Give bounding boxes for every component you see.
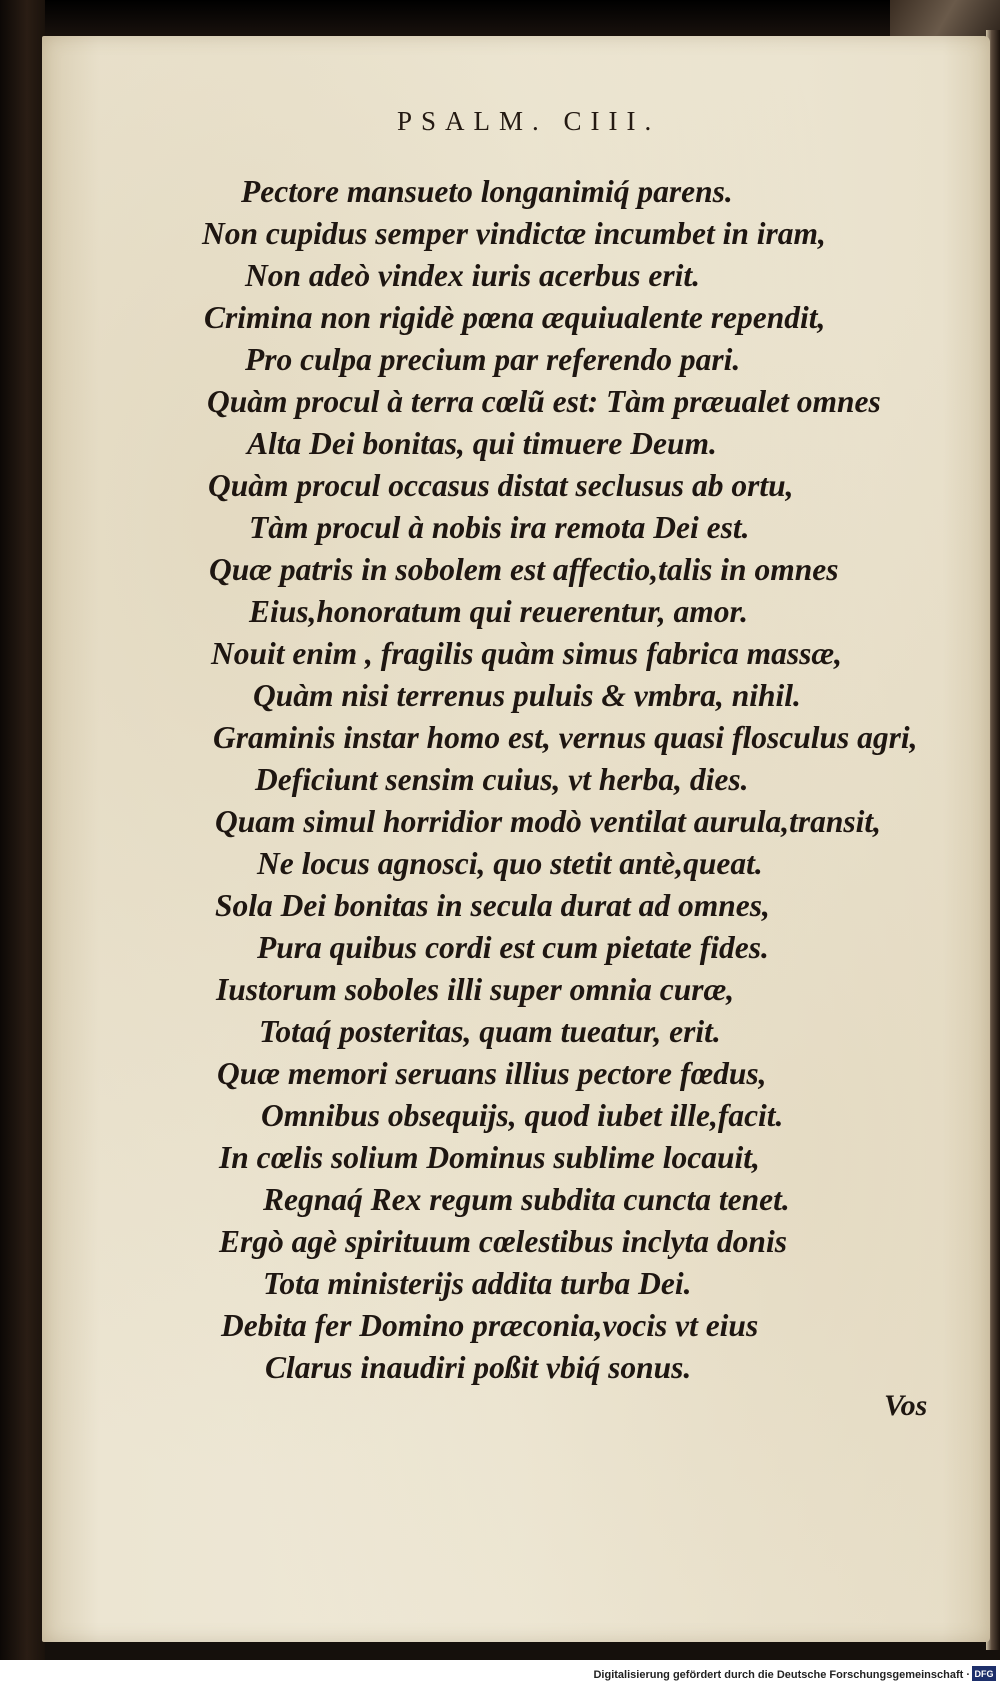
verse-line: Ne locus agnosci, quo stetit antè,queat. [257, 846, 763, 881]
verse-line: Graminis instar homo est, vernus quasi flosculus agri, [213, 720, 918, 755]
verse-line: Regnaq́ Rex regum subdita cuncta tenet. [263, 1182, 790, 1217]
verse-line: Debita fer Domino præconia,vocis vt eius [221, 1308, 759, 1343]
verse-line: Tota ministerijs addita turba Dei. [263, 1266, 692, 1301]
dfg-logo: DFG [972, 1666, 996, 1681]
verse-line: Sola Dei bonitas in secula durat ad omnes, [215, 888, 770, 923]
verse-line: Quàm procul à terra cœlũ est: Tàm præualet omnes [207, 384, 881, 419]
verse-line: Quàm nisi terrenus puluis & vmbra, nihil. [253, 678, 801, 713]
verse-line: Pro culpa precium par referendo pari. [245, 342, 741, 377]
verse-line: Alta Dei bonitas, qui timuere Deum. [247, 426, 717, 461]
verse-line: Tàm procul à nobis ira remota Dei est. [249, 510, 750, 545]
verse-line: Omnibus obsequijs, quod iubet ille,facit. [261, 1098, 784, 1133]
verse-line: Quæ memori seruans illius pectore fœdus, [217, 1056, 767, 1091]
verse-line: Quàm procul occasus distat seclusus ab ortu, [208, 468, 794, 503]
page-text-block [42, 36, 990, 1642]
verse-line: Pectore mansueto longanimiq́ parens. [241, 174, 733, 209]
verse-line: Quæ patris in sobolem est affectio,talis in omnes [209, 552, 839, 587]
verse-line: Deficiunt sensim cuius, vt herba, dies. [255, 762, 749, 797]
verse-line: Clarus inaudiri poßit vbiq́ sonus. [265, 1350, 692, 1385]
book-spine [0, 0, 45, 1660]
running-head: PSALM. CIII. [397, 106, 661, 136]
book-top-edge [0, 0, 1000, 40]
verse-line: In cœlis solium Dominus sublime locauit, [219, 1140, 760, 1175]
book-page [42, 36, 990, 1642]
verse-line: Crimina non rigidè pœna æquiualente rependit, [204, 300, 826, 335]
verse-line: Pura quibus cordi est cum pietate fides. [257, 930, 769, 965]
book-cover-corner [890, 0, 1000, 38]
verse-line: Ergò agè spirituum cœlestibus inclyta donis [219, 1224, 787, 1259]
verse-line: Eius,honoratum qui reuerentur, amor. [249, 594, 748, 629]
verse-line: Non adeò vindex iuris acerbus erit. [245, 258, 701, 293]
verse-line: Totaq́ posteritas, quam tueatur, erit. [259, 1014, 721, 1049]
verse-line: Non cupidus semper vindictæ incumbet in iram, [202, 216, 826, 251]
catchword: Vos [884, 1389, 928, 1422]
funding-credit: Digitalisierung gefördert durch die Deutsche Forschungsgemeinschaft · [593, 1669, 970, 1681]
verse-line: Iustorum soboles illi super omnia curæ, [216, 972, 735, 1007]
verse-line: Nouit enim , fragilis quàm simus fabrica massæ, [211, 636, 842, 671]
verse-line: Quam simul horridior modò ventilat aurula,transit, [215, 804, 882, 839]
